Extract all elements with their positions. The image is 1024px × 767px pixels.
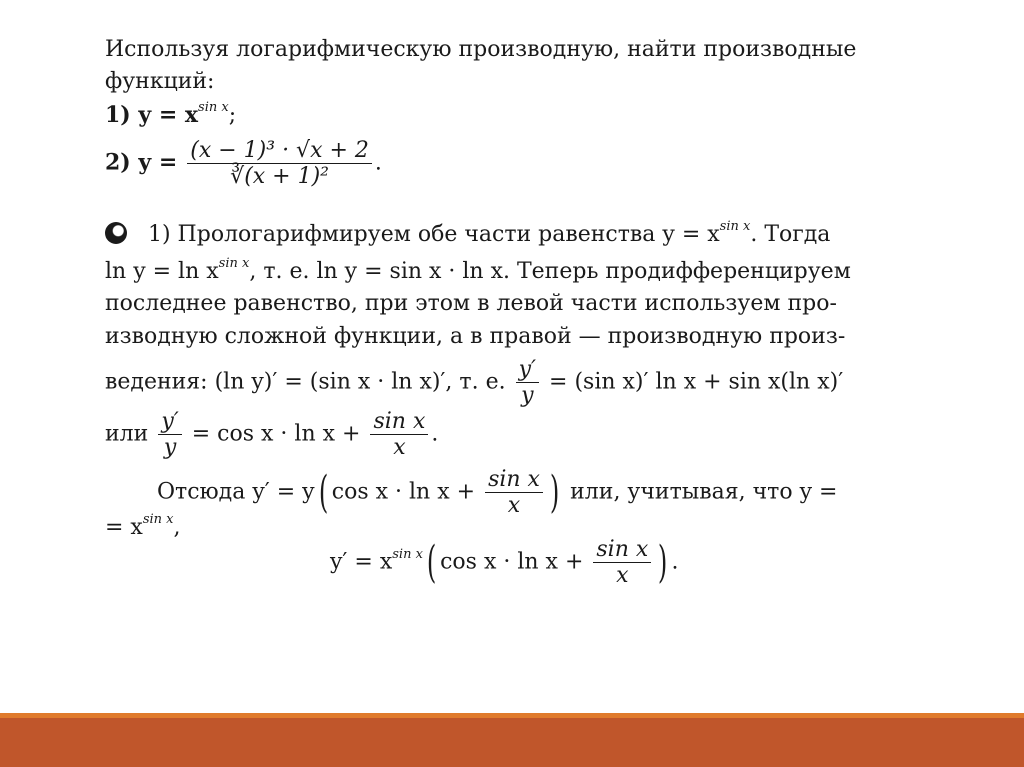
solution-text: . Тогда [750,222,831,247]
exponent: sin x [198,100,229,115]
bullet-circle-icon [105,222,127,244]
solution-text: cos x · ln x + [440,549,584,575]
solution-line-2 [105,258,851,286]
solution-line-6 [105,410,438,459]
solution-text: = (sin x)′ ln x + sin x(ln x)′ [549,369,844,395]
punctuation: , [173,515,181,540]
result-formula [330,538,678,587]
task-item-1-text: 1) y = x [105,102,199,128]
right-paren: ) [549,466,560,518]
solution-line-5 [105,358,843,407]
task-item-2 [105,139,382,188]
fraction [593,538,651,587]
fraction-numerator: sin x [593,538,651,563]
fraction-denominator: x [507,493,521,519]
fraction [485,468,543,517]
punctuation: . [671,549,679,575]
left-paren: ( [318,466,328,518]
solution-text: или, учитывая, что y = [570,479,838,505]
fraction-denominator: y [521,383,534,409]
exponent: sin x [142,512,174,527]
solution-text: = x [105,515,143,540]
exponent: sin x [218,256,250,271]
footer-accent-bar [0,713,1024,767]
fraction [370,410,428,459]
solution-text: 1) Прологарифмируем обе части равенства y = x [147,222,720,247]
left-paren: ( [426,536,437,588]
solution-text: cos x · ln x + [331,479,476,505]
solution-line-3: последнее равенство, при этом в левой части используем про- [105,291,837,316]
right-paren: ) [658,536,668,588]
punctuation: . [374,150,382,176]
fraction-numerator: y′ [516,358,539,383]
exponent: sin x [392,546,423,562]
punctuation: ; [228,103,237,128]
fraction-numerator: y′ [158,410,181,435]
task-intro-line-1: Используя логарифмическую производную, найти производные [105,37,857,62]
fraction-numerator: (x − 1)³ · √x + 2 [187,139,372,164]
solution-line-7 [157,468,837,517]
solution-line-1 [105,221,830,249]
solution-text: y′ = x [330,549,393,575]
solution-text: или [105,421,149,447]
fraction-denominator: x [616,563,629,589]
solution-text: Отсюда y′ = y [157,479,315,505]
fraction-numerator: sin x [485,468,543,493]
solution-line-4: изводную сложной функции, а в правой — производную произ- [105,324,846,349]
task-item-1 [105,102,236,130]
solution-text: ln y = ln x [105,259,219,284]
fraction-denominator: y [163,435,177,461]
punctuation: . [431,421,439,447]
fraction-denominator: ∛(x + 1)² [230,164,329,190]
solution-line-8 [105,514,181,542]
task-item-2-fraction [187,139,372,188]
task-item-2-label: 2) y = [105,149,178,176]
solution-text: = cos x · ln x + [191,421,361,447]
fraction-denominator: x [393,435,406,461]
fraction-numerator: sin x [370,410,428,435]
fraction [516,358,539,407]
exponent: sin x [719,219,751,234]
fraction [158,410,181,459]
task-intro-line-2: функций: [105,69,215,94]
solution-text: ведения: (ln y)′ = (sin x · ln x)′, т. е. [105,369,506,395]
solution-text: , т. е. ln y = sin x · ln x. Теперь продифференцируем [249,259,851,284]
